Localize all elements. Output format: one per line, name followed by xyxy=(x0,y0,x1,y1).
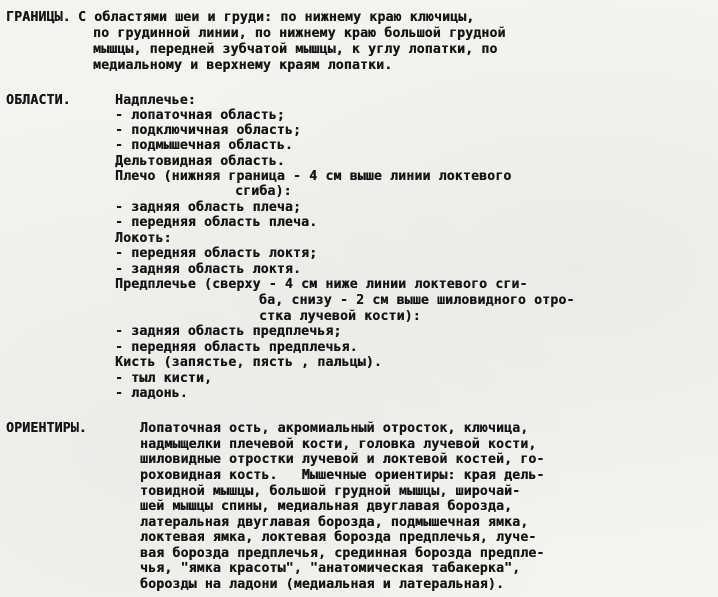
section-label-landmarks: ОРИЕНТИРЫ. xyxy=(6,421,87,436)
section-label-regions: ОБЛАСТИ. xyxy=(6,93,71,108)
text-line: Локоть: xyxy=(115,231,172,246)
text-line: локтевая ямка, локтевая борозда предплечья, луче- xyxy=(140,530,537,545)
text-line: - задняя область плеча; xyxy=(115,200,302,215)
text-line: - задняя область предплечья; xyxy=(115,324,342,339)
text-line: борозды на ладони (медиальная и латеральная). xyxy=(140,577,505,592)
text-line: по грудинной линии, по нижнему краю большой грудной xyxy=(93,26,506,41)
text-line: чья, "ямка красоты", "анатомическая табакерка", xyxy=(140,561,521,576)
text-line: сгиба): xyxy=(235,184,292,199)
text-line: Плечо (нижняя граница - 4 см выше линии локтевого xyxy=(115,169,512,184)
text-line: мышцы, передней зубчатой мышцы, к углу лопатки, по xyxy=(93,42,498,57)
text-line: - задняя область локтя. xyxy=(115,262,302,277)
text-line: - передняя область локтя; xyxy=(115,246,318,261)
text-line: - подмышечная область. xyxy=(115,138,293,153)
text-line: - передняя область плеча. xyxy=(115,215,318,230)
text-line: - передняя область предплечья. xyxy=(115,340,358,355)
section-label-borders: ГРАНИЦЫ. xyxy=(6,10,71,25)
text-line: медиальному и верхнему краям лопатки. xyxy=(93,58,393,73)
text-line: - тыл кисти, xyxy=(115,371,213,386)
text-line: латеральная двуглавая борозда, подмышечная ямка, xyxy=(140,515,529,530)
text-line: ба, снизу - 2 см выше шиловидного отро- xyxy=(259,293,575,308)
text-line: Надплечье: xyxy=(115,93,196,108)
text-line: Лопаточная ость, акромиальный отросток, ключица, xyxy=(140,421,529,436)
text-line: стка лучевой кости): xyxy=(259,309,421,324)
text-line: роховидная кость. Мышечные ориентиры: края дель- xyxy=(140,468,545,483)
text-line: товидной мышцы, большой грудной мышцы, широчай- xyxy=(140,484,521,499)
text-line: Дельтовидная область. xyxy=(115,154,285,169)
text-line: шиловидные отростки лучевой и локтевой костей, го- xyxy=(140,452,545,467)
text-line: Предплечье (сверху - 4 см ниже линии локтевого сги- xyxy=(115,277,528,292)
text-line: С областями шеи и груди: по нижнему краю ключицы, xyxy=(78,10,475,25)
text-line: вая борозда предплечья, срединная борозда предпле- xyxy=(140,546,545,561)
text-line: - подключичная область; xyxy=(115,123,302,138)
text-line: надмыщелки плечевой кости, головка лучевой кости, xyxy=(140,437,537,452)
text-line: шей мышцы спины, медиальная двуглавая борозда, xyxy=(140,499,513,514)
text-line: Кисть (запястье, пясть , пальцы). xyxy=(115,355,382,370)
text-line: - лопаточная область; xyxy=(115,108,285,123)
text-line: - ладонь. xyxy=(115,386,188,401)
